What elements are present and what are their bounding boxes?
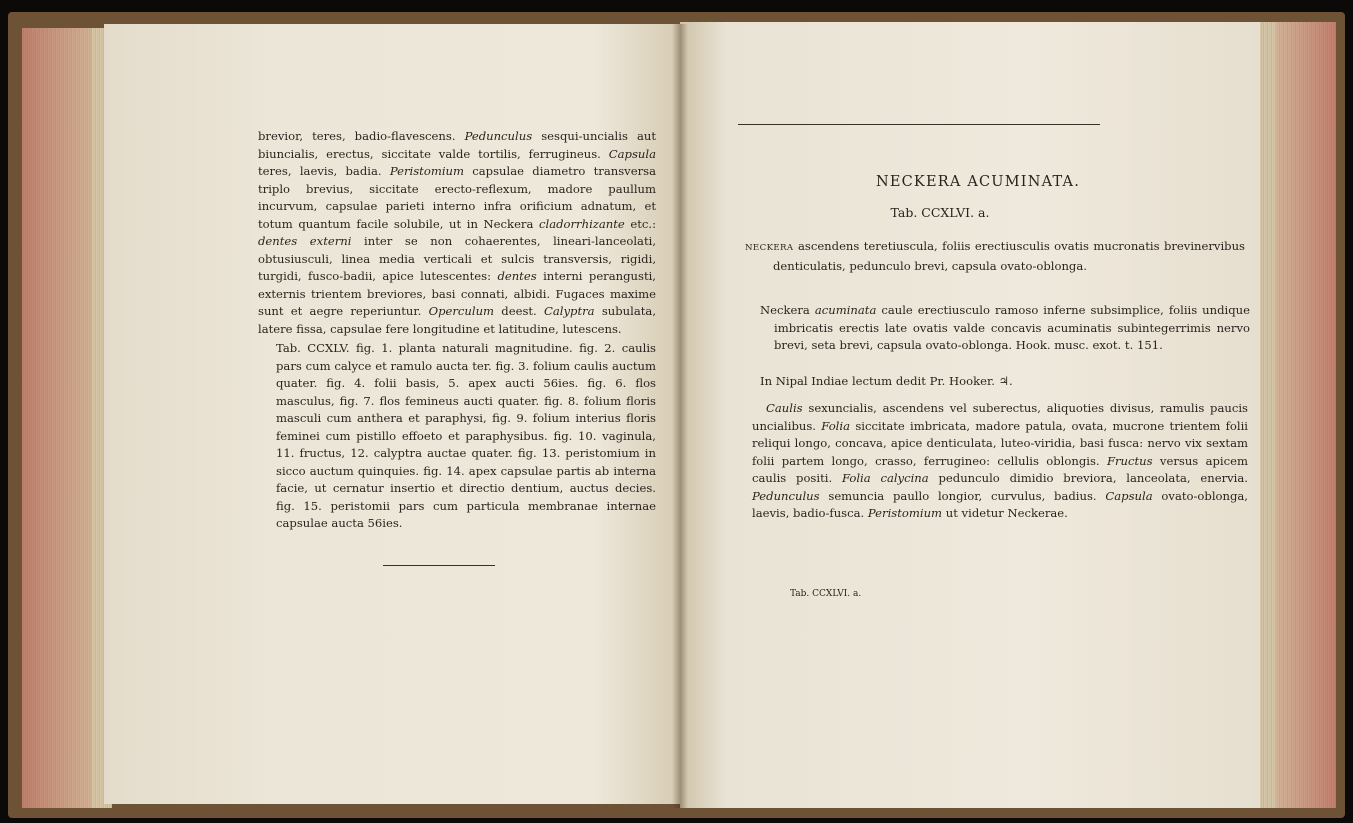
left-description-run-12: interni perangusti, externis trientem breviores, basi connati, albidi. Fugaces maxime sunt et aegre reperiuntur. [258,269,656,318]
description-run-5: versus apicem caulis positi. [752,453,1248,485]
left-description-run-3: Capsula [608,146,656,161]
description-run-3: siccitate imbricata, madore patula, ovata, mucrone trientem folii reliqui longo, concava, apice denticulata, luteo-viridia, basi fusca: nervo vix sextam folii partem longo, crasso, ferrugineo: cellulis oblongis. [752,418,1249,468]
left-paragraph-description [258,128,656,338]
left-description-run-11: dentes [497,269,537,283]
right-top-rule [738,124,1100,125]
description-run-9: semuncia paullo longior, curvulus, badius. [819,488,1106,503]
plate-note: Tab. CCXLVI. a. [790,589,862,599]
description-run-7: pedunculo dimidio breviora, lanceolata, enervia. [928,471,1248,485]
left-description-run-8: etc.: [624,216,657,231]
synonym-run-1: acuminata [814,303,877,317]
left-description-run-16: subulata, latere fissa, capsulae fere longitudine et latitudine, lutescens. [258,304,657,336]
description-run-10: Capsula [1105,488,1153,503]
left-description-run-13: Operculum [428,304,495,318]
description-run-8: Pedunculus [752,488,820,503]
description-run-13: ut videtur Neckerae. [942,506,1068,520]
description-paragraph [752,400,1248,523]
left-description-run-10: inter se non cohaerentes, lineari-lanceolati, obtusiusculi, linea media verticali et sulcis transversis, rigidi, turgidi, fusco-badii, apice lutescentes: [258,234,657,283]
left-description-run-9: dentes externi [258,234,352,248]
description-run-6: Folia calycina [841,471,929,485]
species-title: NECKERA ACUMINATA. [875,174,1081,190]
left-description-run-0: brevior, teres, badio-flavescens. [258,129,465,143]
description-run-4: Fructus [1106,453,1153,468]
left-description-run-15: Calyptra [544,304,595,318]
left-page-edges [22,28,112,808]
description-run-0: Caulis [766,401,803,415]
left-description-run-6: capsulae diametro transversa triplo brevius, siccitate erecto-reflexum, madore paullum incurvum, capsulae parieti interno infra orificium adnatum, et totum quantum facile solubile, ut in Neckera [258,164,656,231]
left-description-run-7: cladorrhizante [539,216,625,231]
left-description-run-5: Peristomium [389,164,464,178]
left-paragraph-plate-legend: Tab. CCXLV. fig. 1. planta naturali magnitudine. fig. 2. caulis pars cum calyce et ramulo aucta ter. fig. 3. folium caulis auctum quater. fig. 4. folii basis, 5. apex aucti 56ies. fig. 6. flos masculus, fig. 7. flos femineus aucti quater. fig. 8. folium floris masculi cum anthera et paraphysi, fig. 9. folium interius floris feminei cum pistillo effoeto et paraphysibus. fig. 10. vaginula, 11. fructus, 12. calyptra auctae quater. fig. 13. peristomium in sicco auctum quinquies. fig. 14. apex capsulae partis ab interna facie, ut cernatur insertio et directio dentium, auctus decies. fig. 15. peristomii pars cum particula membranae internae capsulae aucta 56ies. [276,341,656,530]
left-description-run-14: deest. [494,304,544,318]
synonym-run-0: Neckera [760,303,815,317]
book-gutter [672,24,688,808]
description-run-2: Folia [821,418,851,433]
description-run-1: sexuncialis, ascendens vel suberectus, aliquoties divisus, ramulis paucis uncialibus. [752,401,1248,433]
synonym-paragraph [760,302,1250,355]
tab-heading: Tab. CCXLVI. a. [890,205,990,220]
diagnosis-label: NECKERA [745,243,794,253]
description-run-12: Peristomium [867,506,943,520]
right-page-edges [1258,22,1336,808]
description-run-11: ovato-oblonga, laevis, badio-fusca. [752,488,1248,520]
left-end-rule [383,565,495,566]
habitat-line: In Nipal Indiae lectum dedit Pr. Hooker. ♃. [760,374,1013,388]
left-description-run-2: sesqui-uncialis aut biuncialis, erectus, siccitate valde tortilis, ferrugineus. [258,129,656,161]
left-description-run-1: Pedunculus [464,129,533,143]
diagnosis-text: ascendens teretiuscula, foliis erectiusculis ovatis mucronatis brevinervibus denticulatis, pedunculo brevi, capsula ovato-oblonga. [773,239,1245,273]
diagnosis-paragraph [745,238,1245,275]
left-description-run-4: teres, laevis, badia. [258,164,390,178]
synonym-run-2: caule erectiusculo ramoso inferne subsimplice, foliis undique imbricatis erectis late ovatis valde concavis acuminatis subintegerrimis nervo brevi, seta brevi, capsula ovato-oblonga. Hook. musc. exot. t. 151. [774,303,1250,352]
